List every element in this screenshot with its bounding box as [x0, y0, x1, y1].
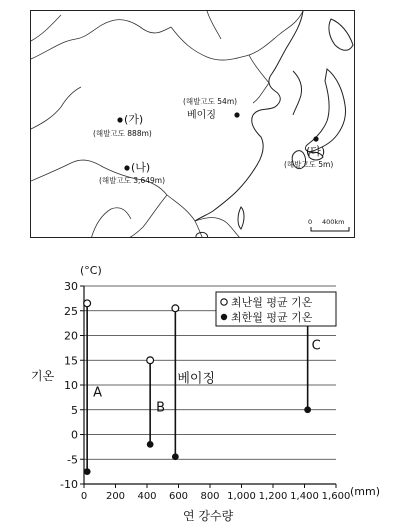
- beijing-dot: [234, 112, 239, 117]
- border-line: [195, 218, 241, 239]
- point-label: B: [156, 400, 166, 416]
- x-tick-label: 800: [200, 491, 220, 502]
- coldest-month-point: [84, 468, 91, 475]
- map-scale-bar: [308, 218, 349, 231]
- y-tick-label: 15: [64, 354, 78, 368]
- border-line: [207, 11, 221, 39]
- country-borders: [31, 11, 303, 238]
- point-label: C: [311, 338, 321, 354]
- place-ga-dot: [117, 117, 122, 122]
- y-tick-label: 10: [64, 379, 78, 392]
- place-da-label: (다): [306, 145, 326, 158]
- island-taiwan: [238, 207, 244, 229]
- border-line: [253, 83, 269, 103]
- scale-distance: 400km: [322, 218, 345, 226]
- point-label: A: [93, 385, 103, 401]
- legend-open-marker: [221, 299, 227, 305]
- warmest-month-point: [172, 305, 179, 312]
- coldest-month-point: [304, 406, 311, 413]
- legend-filled-marker: [221, 314, 227, 320]
- y-tick-label: 5: [71, 403, 78, 417]
- border-line: [249, 55, 269, 83]
- y-tick-label: 30: [64, 280, 78, 293]
- y-unit-label: (°C): [80, 264, 102, 277]
- place-na-elevation: (해발고도 3,649m): [99, 176, 165, 185]
- place-na-dot: [124, 165, 129, 170]
- x-tick-label: 1,400: [290, 491, 319, 502]
- island-hokkaido: [329, 19, 353, 50]
- y-tick-label: 20: [64, 329, 78, 343]
- y-tick-label: 0: [71, 428, 78, 442]
- border-line: [31, 15, 61, 41]
- border-line: [171, 11, 303, 60]
- coast-line: [293, 71, 302, 115]
- coldest-month-point: [172, 453, 179, 460]
- x-tick-label: 200: [105, 491, 126, 502]
- place-da-dot: [313, 136, 318, 141]
- y-tick-label: -5: [67, 453, 78, 467]
- temperature-precipitation-chart: [0, 262, 408, 528]
- legend-label: 최한월 평균 기온: [231, 311, 313, 324]
- legend-label: 최난월 평균 기온: [231, 296, 313, 309]
- beijing-label: 베이징: [187, 110, 216, 121]
- east-asia-map: [30, 10, 355, 238]
- border-line: [91, 208, 131, 238]
- x-tick-label: 400: [137, 491, 157, 502]
- y-tick-label: 25: [64, 304, 78, 318]
- x-tick-label: 0: [80, 491, 88, 502]
- border-line: [31, 87, 81, 129]
- y-tick-label: -10: [60, 478, 78, 491]
- x-tick-label: 1,000: [227, 491, 256, 502]
- border-line: [167, 195, 203, 238]
- beijing-elevation: (해발고도 54m): [183, 97, 238, 106]
- x-tick-label: 1,200: [258, 491, 288, 502]
- x-tick-labels: [81, 491, 351, 502]
- x-unit-label: (mm): [350, 485, 381, 498]
- x-axis-title: 연 강수량: [183, 509, 234, 523]
- place-da-elevation: (해발고도 5m): [284, 160, 334, 169]
- place-ga-elevation: (해발고도 888m): [93, 129, 152, 138]
- border-line: [31, 20, 171, 59]
- y-tick-labels: [60, 280, 78, 491]
- scale-zero: 0: [308, 218, 313, 226]
- warmest-month-point: [84, 300, 91, 307]
- place-ga-label: (가): [124, 113, 144, 126]
- x-tick-label: 600: [168, 491, 189, 502]
- map-drawing: [31, 11, 355, 238]
- place-na-label: (나): [131, 161, 151, 174]
- warmest-month-point: [147, 357, 154, 364]
- island-honshu: [305, 69, 345, 152]
- point-label: 베이징: [177, 371, 216, 387]
- chart-legend: [216, 292, 336, 326]
- border-line: [127, 195, 167, 238]
- x-tick-label: 1,600: [321, 491, 351, 502]
- y-axis-title: 기온: [31, 369, 55, 383]
- coldest-month-point: [147, 441, 154, 448]
